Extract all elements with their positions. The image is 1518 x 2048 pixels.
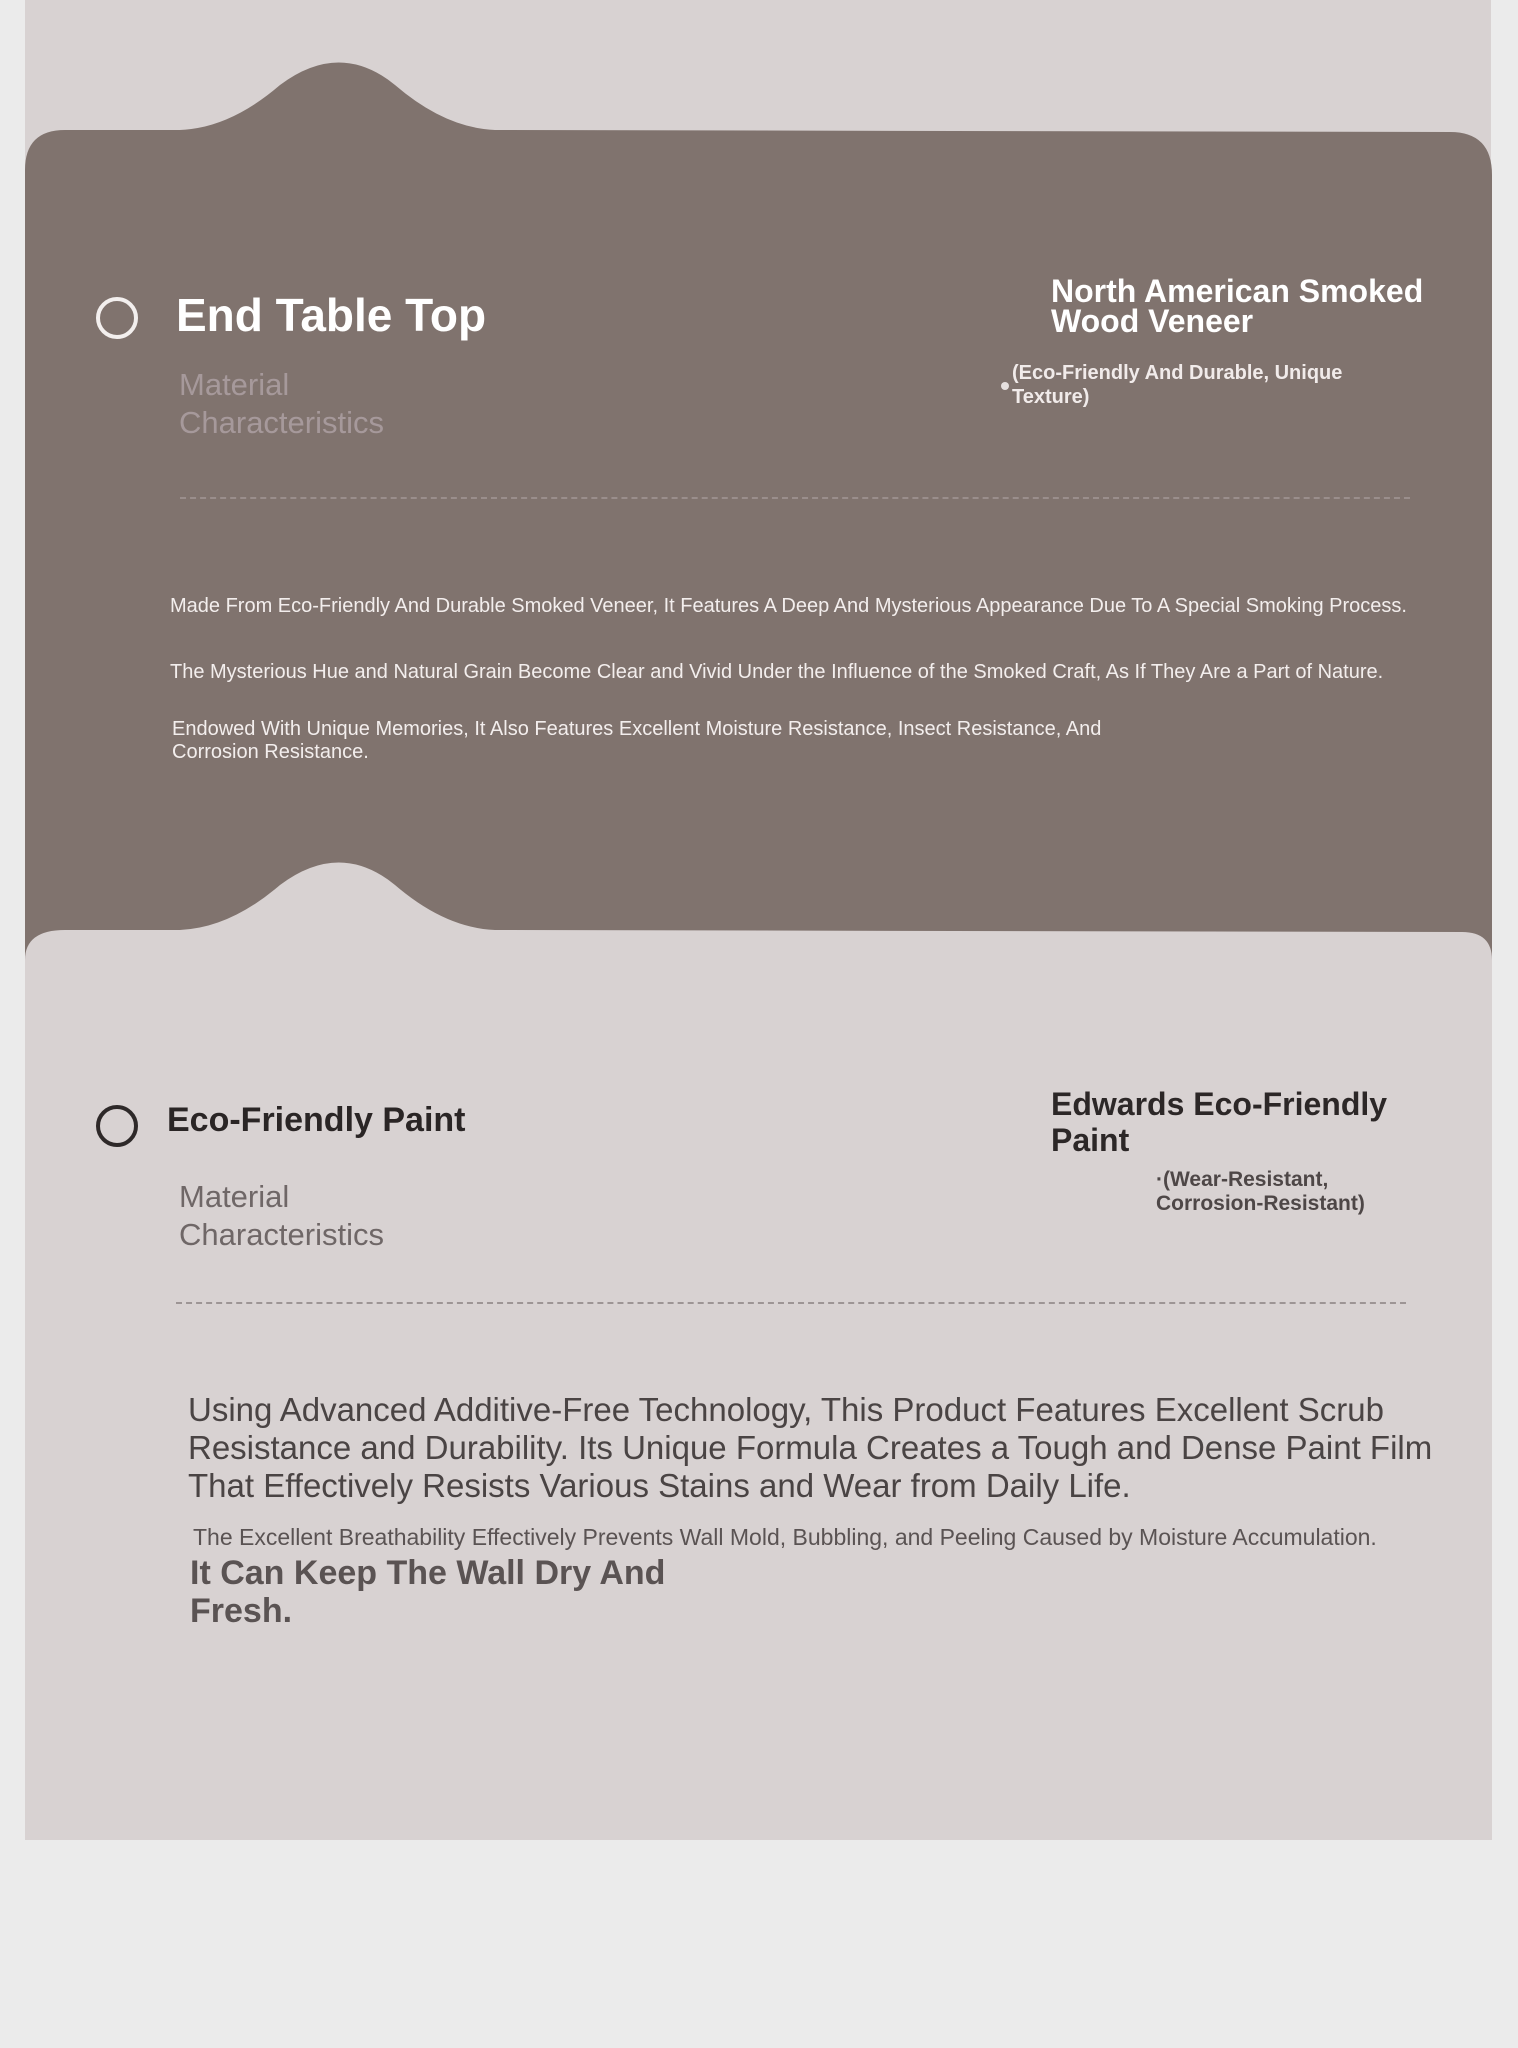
material-name: Edwards Eco-Friendly Paint bbox=[1051, 1086, 1388, 1158]
light-panel-shape bbox=[25, 863, 1492, 1841]
description-paragraph-1: Made From Eco-Friendly And Durable Smoked Veneer, It Features A Deep And Mysterious Appearance Due To A Special Smoking Process. bbox=[170, 595, 1407, 617]
material-note: (Eco-Friendly And Durable, Unique Texture) bbox=[1012, 362, 1343, 408]
dashed-divider bbox=[180, 497, 1410, 499]
dashed-divider bbox=[176, 1302, 1406, 1304]
description-paragraph-1: Using Advanced Additive-Free Technology, This Product Features Excellent Scrub Resistance and Durability. Its Unique Formula Creates a Tough and Dense Paint Film That Effectively Resists Various Stains and Wear from Daily Life. bbox=[188, 1391, 1433, 1504]
circle-bullet-icon bbox=[96, 297, 138, 339]
section-title: Eco-Friendly Paint bbox=[167, 1101, 466, 1139]
dark-panel-shape bbox=[25, 63, 1492, 961]
description-paragraph-3: Endowed With Unique Memories, It Also Features Excellent Moisture Resistance, Insect Resistance, And Corrosion Resistance. bbox=[172, 718, 1102, 763]
description-paragraph-3: It Can Keep The Wall Dry And Fresh. bbox=[190, 1554, 666, 1630]
description-paragraph-2: The Mysterious Hue and Natural Grain Become Clear and Vivid Under the Influence of the Smoked Craft, As If They Are a Part of Nature. bbox=[170, 661, 1384, 683]
circle-bullet-icon bbox=[96, 1105, 138, 1147]
material-note: ·(Wear-Resistant, Corrosion-Resistant) bbox=[1156, 1168, 1365, 1215]
description-paragraph-2: The Excellent Breathability Effectively Prevents Wall Mold, Bubbling, and Peeling Caused by Moisture Accumulation. bbox=[193, 1524, 1377, 1550]
material-name: North American Smoked Wood Veneer bbox=[1051, 273, 1424, 339]
section-subtitle: Material Characteristics bbox=[179, 1179, 384, 1252]
section-subtitle: Material Characteristics bbox=[179, 367, 384, 440]
section-title: End Table Top bbox=[176, 289, 487, 341]
bullet-dot-icon bbox=[1001, 382, 1009, 390]
